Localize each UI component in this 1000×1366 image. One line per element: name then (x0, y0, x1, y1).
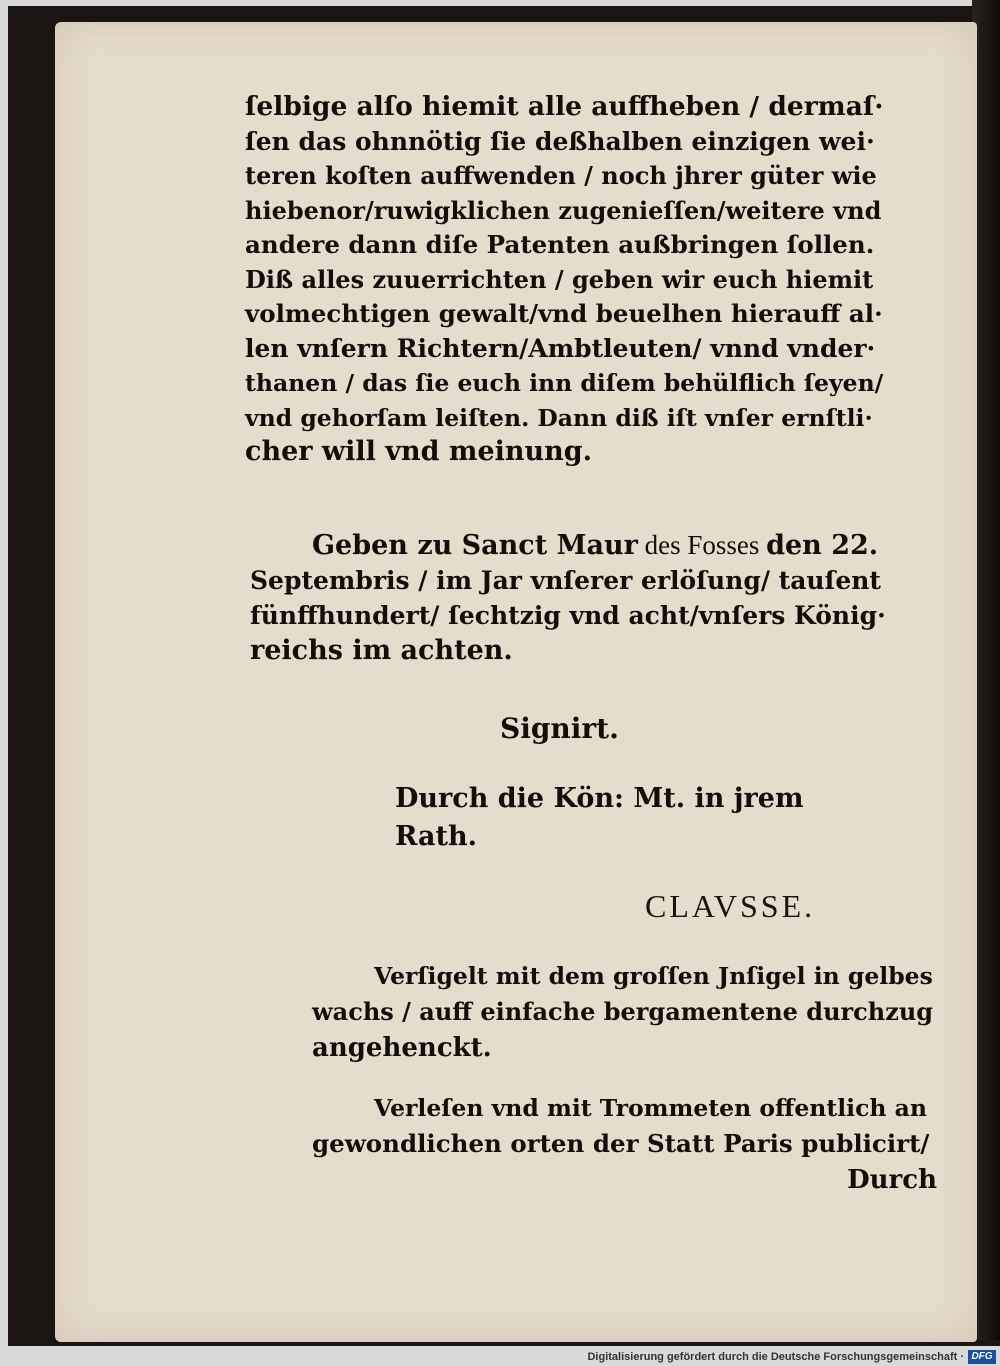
paragraph-date (250, 528, 890, 668)
paragraph-1 (245, 90, 885, 470)
text-line: cher will vnd meinung. (245, 436, 593, 467)
text-line: Septembris / im Jar vnſerer erlöſung/ tauſent (250, 566, 881, 595)
text-line: ſen das ohnnötig ſie deßhalben einzigen wei· (245, 126, 875, 156)
paragraph-seal (312, 958, 937, 1066)
text-line: andere dann diſe Patenten außbringen ſollen. (245, 230, 875, 259)
text-line: thanen / das ſie euch inn diſem behülflich ſeyen/ (245, 369, 884, 397)
text-line: hiebenor/ruwigklichen zugenieſſen/weitere vnd (245, 195, 882, 225)
text-line: wachs / auff einfache bergamentene durchzug (312, 997, 934, 1026)
text-line: len vnſern Richtern/Ambtleuten/ vnnd vnder· (245, 333, 876, 363)
text-line: Verleſen vnd mit Trommeten offentlich an (374, 1094, 927, 1122)
authority-line (395, 780, 804, 856)
text-line: fünffhundert/ ſechtzig vnd acht/vnſers König· (250, 601, 886, 630)
signature-name: CLAVSSE. (645, 888, 816, 924)
paragraph-publication (312, 1090, 937, 1198)
text-line: vnd gehorſam leiſten. Dann diß iſt vnſer ernſtli· (245, 403, 873, 432)
funding-notice: Digitalisierung gefördert durch die Deutsche Forschungsgemeinschaft · (587, 1351, 964, 1363)
text-line: Rath. (395, 821, 478, 852)
text-line: ſelbige alſo hiemit alle auffheben / dermaſ· (245, 91, 884, 122)
footer-bar (0, 1346, 1000, 1366)
text-line: Geben zu Sanct Maur des Fosses den 22. (312, 530, 879, 561)
text-line: Durch die Kön: Mt. in jrem (395, 783, 804, 814)
text-line: volmechtigen gewalt/vnd beuelhen hierauff al· (245, 299, 883, 328)
signirt-heading: Signirt. (500, 712, 619, 745)
text-line: angehenckt. (312, 1033, 492, 1063)
text-line: Verſigelt mit dem groſſen Jnſigel in gelbes (374, 962, 933, 990)
text-line: gewondlichen orten der Statt Paris publicirt/ (312, 1129, 930, 1158)
text-line: Diß alles zuuerrichten / geben wir euch hiemit (245, 264, 874, 294)
text-line: teren koſten auffwenden / noch jhrer güter wie (245, 161, 877, 190)
catchword: Durch (847, 1165, 937, 1195)
text-line: reichs im achten. (250, 635, 513, 666)
dfg-logo-icon[interactable]: DFG (968, 1350, 996, 1364)
